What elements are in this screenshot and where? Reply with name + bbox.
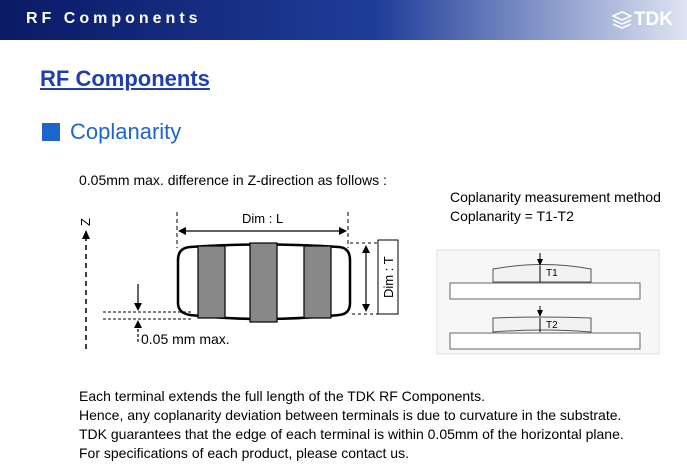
dim-t-label: Dim : T xyxy=(381,256,396,298)
t2-label: T2 xyxy=(546,320,558,331)
description-line: Each terminal extends the full length of the TDK RF Components. xyxy=(79,388,485,404)
terminal-2 xyxy=(250,243,277,322)
axis-label-z: Z xyxy=(78,218,93,226)
terminal-3 xyxy=(304,246,331,318)
description-line: TDK guarantees that the edge of each terminal is within 0.05mm of the horizontal plane. xyxy=(79,426,624,442)
t1-label: T1 xyxy=(546,268,558,279)
tdk-logo-text: TDK xyxy=(633,9,673,30)
dim-l-label: Dim : L xyxy=(242,211,284,226)
description-line: For specifications of each product, please contact us. xyxy=(79,445,409,461)
description-line: Hence, any coplanarity deviation between terminals is due to curvature in the substrate. xyxy=(79,407,622,423)
method-formula: Coplanarity = T1-T2 xyxy=(450,208,574,224)
tolerance-label: 0.05 mm max. xyxy=(141,331,230,347)
measurement-method xyxy=(450,188,661,226)
z-axis xyxy=(78,218,93,352)
section-title: Coplanarity xyxy=(70,119,182,144)
component-body xyxy=(178,243,350,322)
intro-text: 0.05mm max. difference in Z-direction as follows : xyxy=(79,172,387,188)
banner-title: RF Components xyxy=(26,10,202,27)
measurement-diagram xyxy=(437,250,659,354)
description-text xyxy=(79,387,624,463)
page-title: RF Components xyxy=(40,66,210,91)
dim-t-annotation xyxy=(350,240,398,314)
terminal-1 xyxy=(198,246,225,318)
method-title: Coplanarity measurement method xyxy=(450,189,661,205)
